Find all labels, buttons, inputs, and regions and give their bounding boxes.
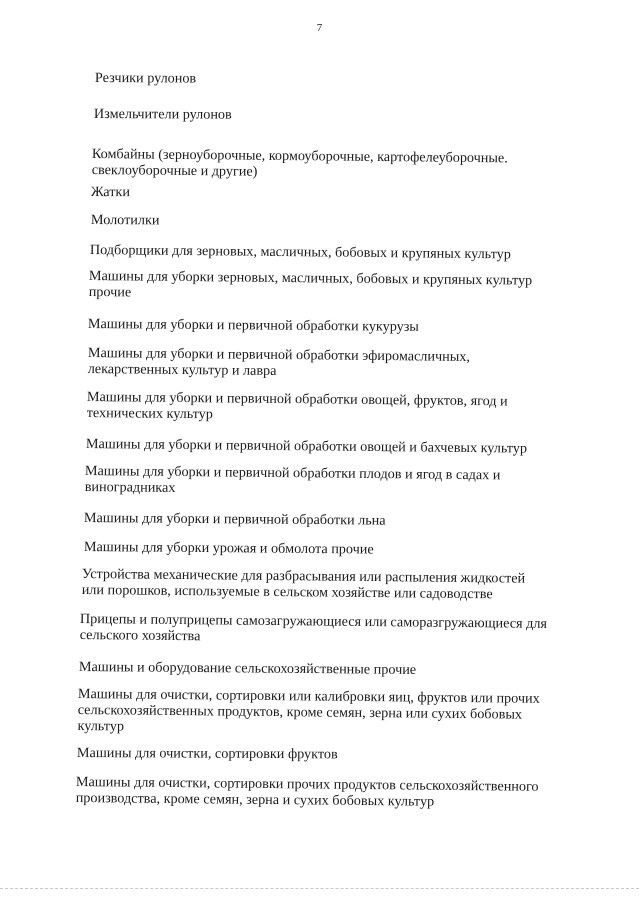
list-item: Подборщики для зерновых, масличных, бобовых и крупяных культур: [89, 242, 511, 263]
list-item: Машины для очистки, сортировки или калибровки яиц, фруктов или прочих сельскохозяйственных продуктов, кроме семян, зерна или сухих бобовых культур: [77, 686, 540, 735]
scan-edge-line: [0, 888, 639, 889]
list-item: Машины для уборки и первичной обработки льна: [83, 510, 386, 529]
list-item: Измельчители рулонов: [93, 106, 232, 123]
list-item: Комбайны (зерноуборочные, кормоуборочные, картофелеуборочные. свеклоуборочные и другие): [91, 146, 508, 180]
list-item: Машины для очистки, сортировки прочих продуктов сельскохозяйственного производства, кроме семян, зерна и сухих бобовых культур: [75, 774, 539, 810]
list-item: Машины для уборки и первичной обработки кукурузы: [87, 316, 419, 335]
list-item: Машины для уборки и первичной обработки плодов и ягод в садах и виноградниках: [84, 463, 501, 496]
list-item: Молотилки: [90, 212, 160, 229]
list-item: Машины для уборки и первичной обработки овощей и бахчевых культур: [85, 436, 528, 457]
list-item: Машины для уборки урожая и обмолота прочие: [83, 539, 374, 558]
list-item: Прицепы и полуприцепы самозагружающиеся или саморазгружающиеся для сельского хозяйства: [79, 611, 548, 645]
list-item: Машины для уборки и первичной обработки эфиромасличных, лекарственных культур и лавра: [87, 345, 470, 379]
list-item: Машины для уборки зерновых, масличных, бобовых и крупяных культур прочие: [88, 268, 533, 301]
list-item: Машины для очистки, сортировки фруктов: [76, 745, 338, 763]
list-item: Машины для уборки и первичной обработки овощей, фруктов, ягод и технических культур: [86, 389, 508, 423]
page-number: 7: [316, 22, 323, 34]
list-item: Устройства механические для разбрасывания или распыления жидкостей или порошков, используемые в сельском хозяйстве или садоводстве: [81, 566, 526, 603]
list-item: Машины и оборудование сельскохозяйственные прочие: [78, 659, 417, 678]
list-item: Резчики рулонов: [94, 70, 197, 87]
list-item: Жатки: [90, 184, 130, 201]
